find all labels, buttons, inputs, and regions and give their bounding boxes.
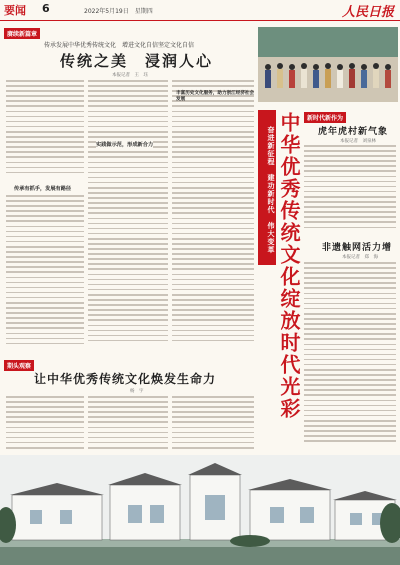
right-body-1 [304, 145, 396, 235]
vertical-feature-title: 中华优秀传统文化绽放时代光彩 [277, 112, 301, 420]
section-name: 要闻 [4, 4, 26, 17]
bottom-headline: 让中华优秀传统文化焕发生命力 [34, 372, 217, 386]
right-byline-1: 本报记者 刘泉林 [340, 139, 376, 144]
article-subhead-2: 实践做示范，形成新合力 [96, 142, 154, 148]
bottom-body-col3 [172, 396, 254, 454]
article-body-col1b [6, 195, 84, 355]
section-tag-bottom: 期头观察 [4, 360, 34, 371]
vertical-theme-band: 奋进新征程 建功新时代 伟大变革 [258, 110, 276, 265]
right-headline-2: 非遗触网活力增 [322, 243, 393, 253]
right-byline-2: 本报记者 郑 海 [342, 255, 378, 260]
photo-performers [258, 27, 398, 102]
article-subhead-1: 传承有抓手，发展有路径 [14, 186, 72, 192]
issue-date: 2022年5月19日 星期四 [84, 8, 153, 15]
page-number: 6 [42, 2, 50, 15]
bottom-body-col2 [88, 396, 168, 454]
article-kicker: 传承发展中华优秀传统文化 增进文化自信坚定文化自信 [44, 42, 195, 49]
article-body-col3 [172, 80, 254, 355]
masthead-logo: 人民日报 [341, 5, 394, 20]
section-tag-top: 赓续新篇章 [4, 28, 40, 39]
article-body-col1 [6, 80, 84, 180]
right-body-2 [304, 262, 396, 452]
article-headline: 传统之美 浸润人心 [60, 52, 214, 70]
article-body-col2 [88, 80, 168, 355]
photo-museum-building [0, 455, 400, 565]
article-byline: 本报记者 王 珏 [112, 73, 148, 78]
bottom-body-col1 [6, 396, 84, 454]
middle-subhead: 丰富历史文化服务，助力浙江经济社会发展 [176, 91, 255, 102]
section-tag-right: 新时代新作为 [304, 112, 346, 123]
right-headline-1: 虎年虎村新气象 [318, 127, 389, 137]
page-header [0, 0, 400, 21]
bottom-byline: 杨 宇 [130, 389, 144, 394]
